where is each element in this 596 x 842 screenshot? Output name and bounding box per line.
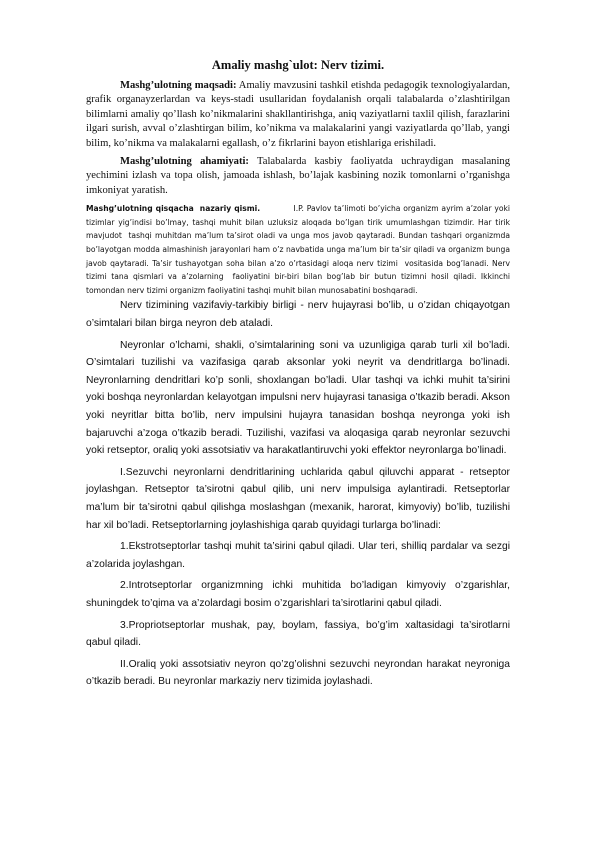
paragraph-sensory-neurons: I.Sezuvchi neyronlarni dendritlarining uchlarida qabul qiluvchi apparat - retseptor joylashgan. Retseptor ta’sirotni qabul qilib, uni nerv impulsiga aylantiradi. Retseptorlar ma’lum bir ta’sirotni qabul qilishga moslashgan (mexanik, harorat, kimyoviy) bo’lib, tuzilishi har xil bo’ladi. Retseptorlarning joylashishiga qarab quyidagi turlarga bo’linadi: — [86, 466, 510, 531]
importance-text: Talabalarda kasbiy faoliyatda uchraydigan masalaning yechimini izlash va topa olish, jamoada ishlash, bo’lajak kasbining nozik tomonlarni o’rganishga imkoniyat yaratish. — [86, 156, 510, 196]
theory-text: I.P. Pavlov ta’limoti bo’yicha organizm ayrim a’zolar yoki tizimlar yig’indisi bo’lmay, tashqi muhit bilan uzluksiz aloqada bo’lgan tirik umumlashgan tizimdir. Har tirik mavjudot tashqi muhitdan ma’lum ta’sirot oladi va unga mos javob qaytaradi. Bundan tashqari organizmda bo’layotgan modda almashinish jarayonlari ham o’z navbatida unga ma’lum bir ta’sir qiladi va organizm bunga javob qaytaradi. Ta’sir tushayotgan soha bilan a’zo o’rtasidagi aloqa nerv tizimi vositasida bog’lanadi. Nerv tizimi tana qismlari va a’zolarning faoliyatini bir-biri bilan bog’lab bir butun tizimni hosil qiladi. Ikkinchi tomondan nerv tizimi organizm faoliyatini tashqi muhit bilan munosabatini boshqaradi. — [86, 204, 513, 295]
paragraph-interneurons: II.Oraliq yoki assotsiativ neyron qo’zg’olishni sezuvchi neyrondan harakat neyroniga o’tkazib beradi. Bu neyronlar markaziy nerv tizimida joylashadi. — [86, 658, 510, 688]
paragraph-theory — [86, 202, 513, 297]
paragraph-neuron-definition: Nerv tizimining vazifaviy-tarkibiy birligi - nerv hujayrasi bo’lib, u o’zidan chiqayotgan o’simtalari bilan birga neyron deb ataladi. — [86, 300, 510, 329]
importance-label: Mashg’ulotning ahamiyati: — [120, 156, 249, 168]
theory-label: Mashg’ulotning qisqacha nazariy qismi. — [86, 204, 261, 214]
paragraph-neuron-types: Neyronlar o’lchami, shakli, o’simtalarining soni va uzunligiga qarab turli xil bo’ladi. O’simtalari tuzilishi va vazifasiga qarab aksonlar yoki neyrit va dendritlarga bo’linadi. Neyronlarning dendritlari ko’p sonli, shoxlangan bo’ladi. Ular tashqi va ichki muhit ta’sirini yoki boshqa neyronlardan kelayotgan impulsni nerv hujayrasi tanasiga o’tkazib beradi. Akson yoki neyritlar bitta bo’lib, nerv impulsini hujayra tanasidan boshqa neyronga yoki ish bajaruvchi a’zoga o’tkazib beradi. Tuzilishi, vazifasi va aloqasiga qarab neyronlar sezuvchi yoki retseptor, oraliq yoki assotsiativ va harakatlantiruvchi yoki effektor neyronlarga bo’linadi. — [86, 339, 510, 457]
page-title: Amaliy mashg`ulot: Nerv tizimi. — [211, 58, 385, 72]
goal-label: Mashg’ulotning maqsadi: — [120, 80, 237, 91]
paragraph-interoceptors: 2.Introtseptorlar organizmning ichki muhitida bo’ladigan kimyoviy o’zgarishlar, shuningdek to’qima va a’zolardagi bosim o’zgarishlari ta’sirotlarini qabul qiladi. — [86, 580, 510, 609]
goal-text: Amaliy mavzusini tashkil etishda pedagogik texnologiyalardan, grafik organayzerlardan va keys-stadi usullaridan foydalanish orqali talabalarda o’zlashtirilgan bilimlarni amaliy qo’llash ko’nikmalarini shakllantirishga, aniq vaziyatlarni taxlil qilish, farazlarini ilgari surish, avval o’zlashtirgan bilim, ko’nikma va malakalarini yangi vaziyatlarda qo’llab, yangi bilim, ko’nikma va malakalarni egallash, o’z fikrlarini bayon etishlariga erishiladi. — [86, 80, 510, 149]
paragraph-exteroceptors: 1.Ekstrotseptorlar tashqi muhit ta’sirini qabul qiladi. Ular teri, shilliq pardalar va sezgi a’zolarida joylashgan. — [86, 541, 510, 570]
paragraph-proprioceptors: 3.Propriotseptorlar mushak, pay, boylam, fassiya, bo’g’im xaltasidagi ta’sirotlarni qabul qiladi. — [86, 619, 510, 649]
document-page — [86, 58, 513, 691]
paragraph-importance — [86, 155, 510, 198]
paragraph-goal — [86, 79, 510, 151]
